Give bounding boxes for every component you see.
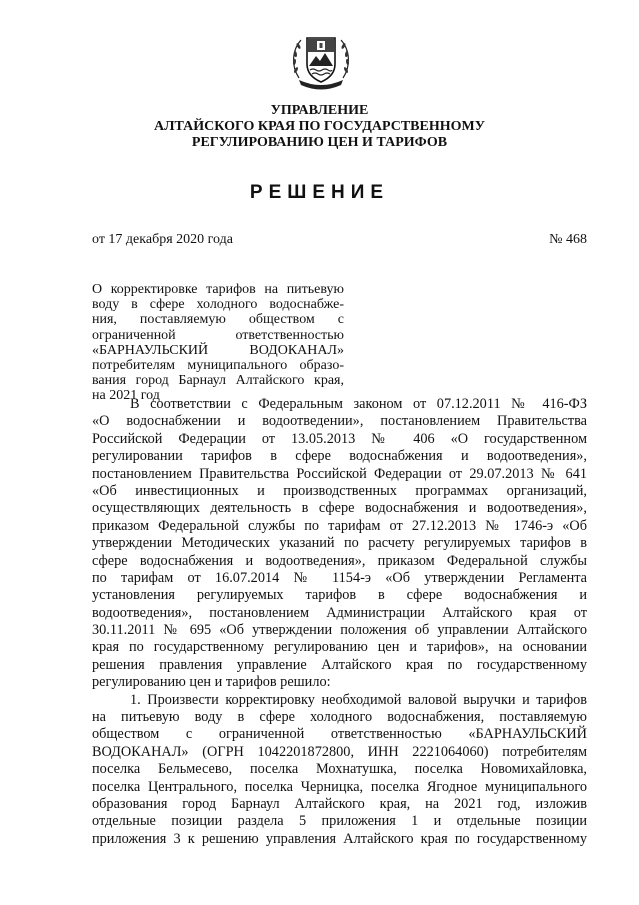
body-line: ВОДОКАНАЛ» (ОГРН 1042201872800, ИНН 2221064060) потребителям [92, 743, 587, 760]
body-line: приказом Федеральной службы по тарифам от 27.12.2013 № 1746-э «Об [92, 517, 587, 534]
body-line: утверждении Методических указаний по расчету регулируемых тарифов в [92, 535, 587, 552]
body-line: «Об инвестиционных и производственных программах организаций, [92, 482, 587, 499]
document-type-title: РЕШЕНИЕ [249, 182, 390, 203]
document-number: № 468 [549, 232, 587, 247]
altai-krai-coat-of-arms-icon [287, 28, 355, 96]
body-line: образования город Барнаул Алтайского края, на 2021 год, изложив [92, 795, 587, 812]
subject-line: ния, поставляемую обществом с [92, 312, 344, 328]
body-line: приложения 3 к решению управления Алтайского края по государственному [92, 830, 587, 847]
body-line: края по государственному регулированию цен и тарифов», на основании [92, 639, 587, 656]
subject-line: О корректировке тарифов на питьевую [92, 282, 344, 297]
agency-line: АЛТАЙСКОГО КРАЯ ПО ГОСУДАРСТВЕННОМУ [154, 119, 485, 134]
subject-line: потребителям муниципального образо- [92, 358, 344, 374]
body-line: регулировании тарифов в сфере водоснабжения и водоотведения», [92, 448, 587, 465]
body-line: по тарифам от 16.07.2014 № 1154-э «Об утверждении Регламента [92, 569, 587, 586]
body-line: отдельные позиции раздела 5 приложения 1 и отдельные позиции [92, 813, 587, 830]
body-line: Российской Федерации от 13.05.2013 № 406 «О государственном [92, 430, 587, 447]
body-line: 1. Произвести корректировку необходимой валовой выручки и тарифов [130, 691, 587, 708]
body-line: «О водоснабжении и водоотведении», постановлением Правительства [92, 413, 587, 430]
body-line: сфере водоснабжения и водоотведения», приказом Федеральной службы [92, 552, 587, 569]
agency-line: УПРАВЛЕНИЕ [270, 103, 369, 118]
body-line: 30.11.2011 № 695 «Об утверждении положения об управлении Алтайского [92, 622, 587, 639]
document-body [92, 396, 587, 848]
subject-line: ограниченной ответственностью [92, 327, 344, 343]
body-line: на питьевую воду в сфере холодного водоснабжения, поставляемую [92, 709, 587, 726]
body-line: поселка Бельмесево, поселка Мохнатушка, поселка Новомихайловка, [92, 761, 587, 778]
document-date: от 17 декабря 2020 года [92, 232, 233, 247]
subject-line: воду в сфере холодного водоснабже- [92, 297, 344, 313]
body-line: решения правления управление Алтайского края по государственному [92, 656, 587, 673]
body-line: установления регулируемых тарифов в сфере водоснабжения и [92, 587, 587, 604]
subject-line: вания город Барнаул Алтайского края, [92, 373, 344, 389]
agency-line: РЕГУЛИРОВАНИЮ ЦЕН И ТАРИФОВ [191, 135, 448, 150]
body-line: регулированию цен и тарифов решило: [92, 674, 331, 691]
document-subject [92, 282, 344, 404]
body-line: водоотведения», постановлением Администрации Алтайского края от [92, 604, 587, 621]
body-line: поселка Центрального, поселка Черницка, поселка Ягодное муниципального [92, 778, 587, 795]
body-line: обществом с ограниченной ответственностью «БАРНАУЛЬСКИЙ [92, 726, 587, 743]
subject-line: на 2021 год [92, 388, 160, 404]
body-line: В соответствии с Федеральным законом от 07.12.2011 № 416-ФЗ [130, 396, 587, 412]
body-line: осуществляющих деятельность в сфере водоснабжения и водоотведения», [92, 500, 587, 517]
agency-name [60, 103, 579, 151]
subject-line: «БАРНАУЛЬСКИЙ ВОДОКАНАЛ» [92, 342, 344, 358]
body-line: постановлением Правительства Российской Федерации от 29.07.2013 № 641 [92, 465, 587, 482]
